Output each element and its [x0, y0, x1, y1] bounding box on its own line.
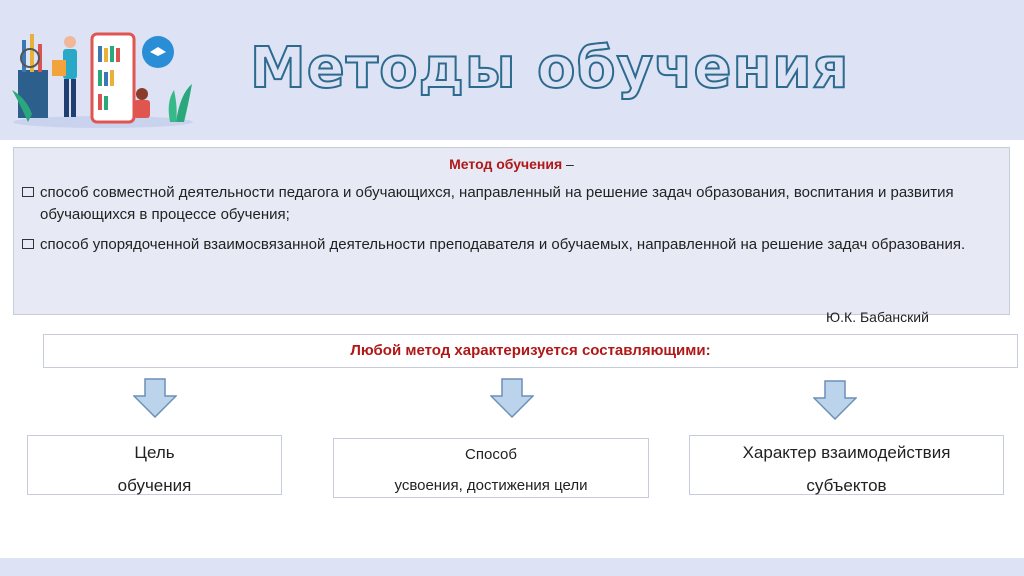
component-interaction-box: [689, 435, 1004, 495]
definition-dash: –: [562, 156, 574, 172]
definition-term: Метод обучения: [449, 156, 563, 172]
down-arrow-icon: [490, 378, 534, 418]
component-line: Цель: [134, 443, 175, 462]
definition-item-text: способ упорядоченной взаимосвязанной деятельности преподавателя и обучаемых, направленной на решение задач образования.: [40, 236, 966, 253]
page-title: Методы обучения: [250, 36, 850, 101]
education-illustration: [8, 10, 198, 130]
definition-author: Ю.К. Бабанский: [826, 309, 929, 325]
checkbox-bullet-icon: [22, 187, 34, 197]
down-arrow-icon: [133, 378, 177, 418]
component-line: усвоения, достижения цели: [394, 477, 588, 494]
definition-heading: [14, 156, 1009, 172]
component-line: субъектов: [806, 476, 887, 495]
component-line: Способ: [465, 446, 517, 463]
component-line: Характер взаимодействия: [742, 443, 951, 462]
component-line: обучения: [117, 476, 192, 495]
component-method-box: [333, 438, 649, 498]
definition-item: [22, 234, 979, 256]
definition-item: [22, 182, 979, 226]
component-goal-box: [27, 435, 282, 495]
footer-band: [0, 558, 1024, 576]
components-banner: Любой метод характеризуется составляющими:: [43, 334, 1018, 368]
down-arrow-icon: [813, 380, 857, 420]
definition-box: [13, 147, 1010, 315]
checkbox-bullet-icon: [22, 239, 34, 249]
definition-item-text: способ совместной деятельности педагога и обучающихся, направленный на решение задач образования, воспитания и развития обучающихся в процессе обучения;: [40, 184, 954, 223]
